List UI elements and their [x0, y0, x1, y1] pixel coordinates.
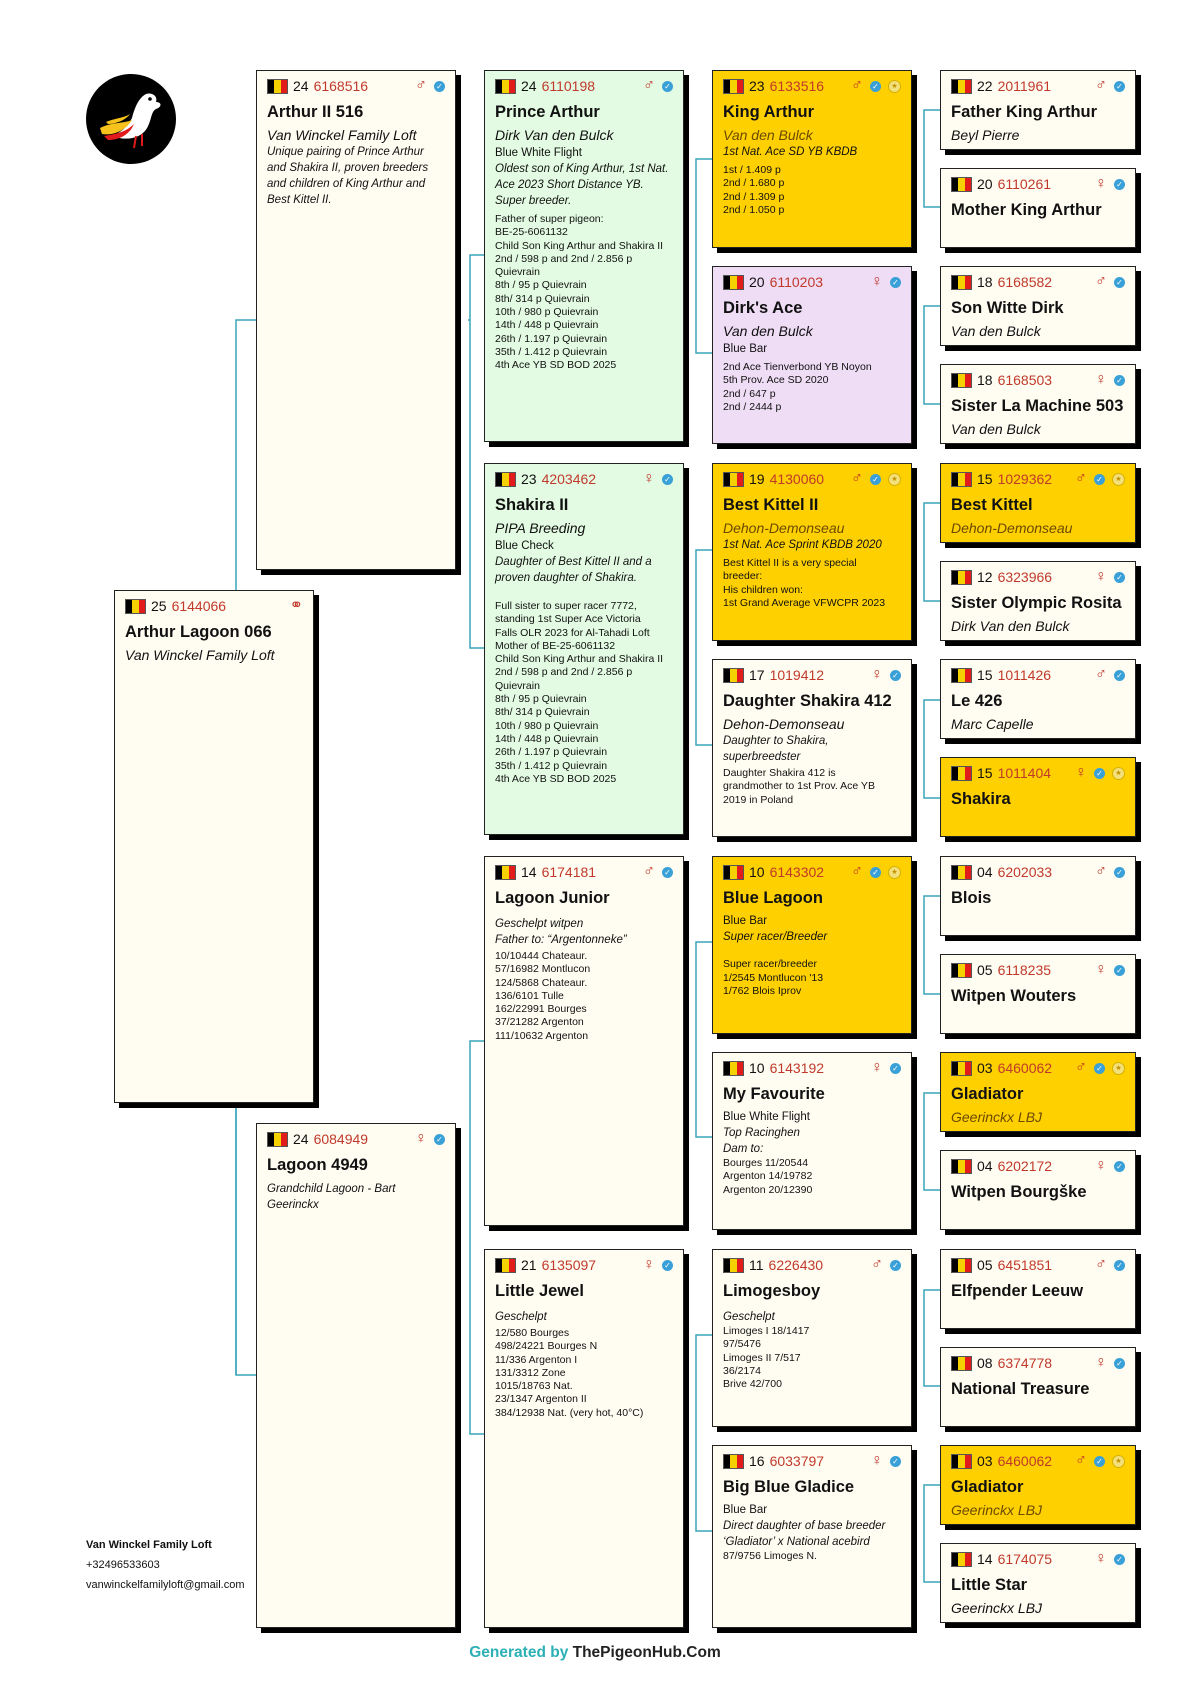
male-icon: ♂	[851, 77, 863, 94]
pigeon-logo-icon	[86, 74, 176, 164]
female-icon: ♀	[643, 470, 655, 487]
unknown-sex-icon: ⚭	[289, 597, 303, 614]
pigeon-card-sdsd[interactable]: 12 6323966 ♀ ✓ Sister Olympic Rosita Dirk Van den Bulck	[940, 561, 1136, 641]
male-icon: ♂	[415, 77, 427, 94]
pigeon-card-sd[interactable]: 23 4203462 ♀ ✓ Shakira II PIPA Breeding Blue Check Daughter of Best Kittel II and a proven daughter of Shakira. Full sister to super racer 7772, standing 1st Super Ace Victoria Falls OLR 2023 for Al-Tahadi Loft Mother of BE-25-6061132 Child Son King Arthur and Shakira II 2nd / 598 p and 2nd / 2.856 p Quievrain 8th / 95 p Quievrain 8th/ 314 p Quievrain 10th / 980 p Quievrain 14th / 448 p Quievrain 26th / 1.197 p Quievrain 35th / 1.412 p Quievrain 4th Ace YB SD BOD 2025	[484, 463, 684, 835]
belgium-flag-icon	[951, 373, 972, 388]
verified-icon: ✓	[1114, 1161, 1125, 1172]
site-link[interactable]: ThePigeonHub.Com	[572, 1644, 721, 1661]
male-icon: ♂	[1095, 77, 1107, 94]
male-icon: ♂	[643, 863, 655, 880]
star-icon: ★	[1112, 1455, 1125, 1468]
ring-number: 6144066	[171, 598, 227, 614]
verified-icon: ✓	[890, 1063, 901, 1074]
belgium-flag-icon	[951, 177, 972, 192]
pigeon-card-dddd[interactable]: 14 6174075 ♀ ✓ Little Star Geerinckx LBJ	[940, 1543, 1136, 1623]
pigeon-card-dss[interactable]: 10 6143302 ♂ ✓ ★ Blue Lagoon Blue Bar Super racer/Breeder Super racer/breeder 1/2545 Montlucon '13 1/762 Blois Iprov	[712, 856, 912, 1034]
male-icon: ♂	[1075, 1452, 1087, 1469]
male-icon: ♂	[851, 470, 863, 487]
belgium-flag-icon	[951, 79, 972, 94]
verified-icon: ✓	[434, 1134, 445, 1145]
pigeon-card-sddd[interactable]: 15 1011404 ♀ ✓ ★ Shakira	[940, 757, 1136, 837]
belgium-flag-icon	[951, 1061, 972, 1076]
female-icon: ♀	[1095, 961, 1107, 978]
belgium-flag-icon	[723, 865, 744, 880]
pigeon-card-ssds[interactable]: 18 6168582 ♂ ✓ Son Witte Dirk Van den Bulck	[940, 266, 1136, 346]
female-icon: ♀	[1095, 1354, 1107, 1371]
male-icon: ♂	[871, 1256, 883, 1273]
belgium-flag-icon	[951, 1258, 972, 1273]
pigeon-card-ddds[interactable]: 03 6460062 ♂ ✓ ★ Gladiator Geerinckx LBJ	[940, 1445, 1136, 1525]
belgium-flag-icon	[951, 1159, 972, 1174]
pigeon-card-ssdd[interactable]: 18 6168503 ♀ ✓ Sister La Machine 503 Van den Bulck	[940, 364, 1136, 444]
pigeon-card-dds[interactable]: 11 6226430 ♂ ✓ Limogesboy Geschelpt Limoges I 18/1417 97/5476 Limoges II 7/517 36/2174 Brive 42/700	[712, 1249, 912, 1427]
verified-icon: ✓	[1094, 1063, 1105, 1074]
verified-icon: ✓	[1114, 867, 1125, 878]
verified-icon: ✓	[1114, 277, 1125, 288]
breeder-name: Van Winckel Family Loft	[125, 647, 275, 663]
belgium-flag-icon	[951, 1356, 972, 1371]
verified-icon: ✓	[890, 277, 901, 288]
verified-icon: ✓	[870, 81, 881, 92]
star-icon: ★	[1112, 767, 1125, 780]
verified-icon: ✓	[1114, 179, 1125, 190]
pigeon-name: Arthur Lagoon 066	[125, 623, 272, 641]
generated-prefix: Generated by	[469, 1644, 573, 1661]
belgium-flag-icon	[723, 1061, 744, 1076]
belgium-flag-icon	[951, 1552, 972, 1567]
belgium-flag-icon	[723, 1454, 744, 1469]
verified-icon: ✓	[662, 474, 673, 485]
star-icon: ★	[888, 866, 901, 879]
belgium-flag-icon	[951, 472, 972, 487]
belgium-flag-icon	[951, 275, 972, 290]
male-icon: ♂	[1075, 470, 1087, 487]
belgium-flag-icon	[951, 668, 972, 683]
loft-name: Van Winckel Family Loft	[86, 1539, 212, 1551]
pigeon-card-sdss[interactable]: 15 1029362 ♂ ✓ ★ Best Kittel Dehon-Demonseau	[940, 463, 1136, 543]
belgium-flag-icon	[267, 79, 288, 94]
pigeon-card-dsss[interactable]: 04 6202033 ♂ ✓ Blois	[940, 856, 1136, 936]
pigeon-card-sss[interactable]: 23 6133516 ♂ ✓ ★ King Arthur Van den Bulck 1st Nat. Ace SD YB KBDB 1st / 1.409 p 2nd / 1.680 p 2nd / 1.309 p 2nd / 1.050 p	[712, 70, 912, 248]
star-icon: ★	[1112, 1062, 1125, 1075]
verified-icon: ✓	[434, 81, 445, 92]
verified-icon: ✓	[1114, 670, 1125, 681]
pigeon-card-dd[interactable]: 21 6135097 ♀ ✓ Little Jewel Geschelpt 12/580 Bourges 498/24221 Bourges N 11/336 Argenton I 131/3312 Zone 1015/18763 Nat. 23/1347 Argenton II 384/12938 Nat. (very hot, 40°C)	[484, 1249, 684, 1628]
pigeon-card-ssd[interactable]: 20 6110203 ♀ ✓ Dirk's Ace Van den Bulck Blue Bar 2nd Ace Tienverbond YB Noyon 5th Prov. Ace SD 2020 2nd / 647 p 2nd / 2444 p	[712, 266, 912, 444]
verified-icon: ✓	[1094, 474, 1105, 485]
verified-icon: ✓	[890, 670, 901, 681]
verified-icon: ✓	[1094, 768, 1105, 779]
star-icon: ★	[1112, 473, 1125, 486]
belgium-flag-icon	[951, 570, 972, 585]
pigeon-card-ss[interactable]: 24 6110198 ♂ ✓ Prince Arthur Dirk Van den Bulck Blue White Flight Oldest son of King Arthur, 1st Nat. Ace 2023 Short Distance YB. Super breeder. Father of super pigeon: BE-25-6061132 Child Son King Arthur and Shakira II 2nd / 598 p and 2nd / 2.856 p Quievrain 8th / 95 p Quievrain 8th/ 314 p Quievrain 10th / 980 p Quievrain 14th / 448 p Quievrain 26th / 1.197 p Quievrain 35th / 1.412 p Quievrain 4th Ace YB SD BOD 2025	[484, 70, 684, 442]
pigeon-card-subject[interactable]: 25 6144066 ⚭ Arthur Lagoon 066 Van Winckel Family Loft	[114, 590, 314, 1103]
male-icon: ♂	[643, 77, 655, 94]
belgium-flag-icon	[495, 79, 516, 94]
verified-icon: ✓	[662, 867, 673, 878]
pigeon-card-ddd[interactable]: 16 6033797 ♀ ✓ Big Blue Gladice Blue Bar Direct daughter of base breeder ‘Gladiator’ x National acebird 87/9756 Limoges N.	[712, 1445, 912, 1628]
male-icon: ♂	[1095, 273, 1107, 290]
contact-footer	[86, 1535, 245, 1595]
verified-icon: ✓	[890, 1456, 901, 1467]
belgium-flag-icon	[723, 668, 744, 683]
female-icon: ♀	[1095, 175, 1107, 192]
star-icon: ★	[888, 80, 901, 93]
verified-icon: ✓	[1114, 572, 1125, 583]
pigeon-card-dssd[interactable]: 05 6118235 ♀ ✓ Witpen Wouters	[940, 954, 1136, 1034]
female-icon: ♀	[1095, 1157, 1107, 1174]
pigeon-card-ddss[interactable]: 05 6451851 ♂ ✓ Elfpender Leeuw	[940, 1249, 1136, 1329]
verified-icon: ✓	[1114, 965, 1125, 976]
email-address[interactable]: vanwinckelfamilyloft@gmail.com	[86, 1579, 245, 1591]
verified-icon: ✓	[1114, 1358, 1125, 1369]
verified-icon: ✓	[1114, 81, 1125, 92]
belgium-flag-icon	[951, 766, 972, 781]
belgium-flag-icon	[723, 1258, 744, 1273]
pigeon-card-ds[interactable]: 14 6174181 ♂ ✓ Lagoon Junior Geschelpt witpen Father to: “Argentonneke” 10/10444 Chateaur. 57/16982 Montlucon 124/5868 Chateaur. 136/6101 Tulle 162/22991 Bourges 37/21282 Argenton 111/10632 Argenton	[484, 856, 684, 1226]
female-icon: ♀	[1095, 1550, 1107, 1567]
female-icon: ♀	[415, 1130, 427, 1147]
pigeon-card-sire[interactable]: 24 6168516 ♂ ✓ Arthur II 516 Van Winckel Family Loft Unique pairing of Prince Arthur and Shakira II, proven breeders and children of King Arthur and Best Kittel II.	[256, 70, 456, 570]
verified-icon: ✓	[1114, 1260, 1125, 1271]
belgium-flag-icon	[125, 599, 146, 614]
male-icon: ♂	[1075, 1059, 1087, 1076]
belgium-flag-icon	[267, 1132, 288, 1147]
pigeon-card-ssss[interactable]: 22 2011961 ♂ ✓ Father King Arthur Beyl Pierre	[940, 70, 1136, 150]
male-icon: ♂	[1095, 863, 1107, 880]
female-icon: ♀	[1095, 568, 1107, 585]
female-icon: ♀	[643, 1256, 655, 1273]
female-icon: ♀	[871, 273, 883, 290]
verified-icon: ✓	[870, 867, 881, 878]
verified-icon: ✓	[1114, 375, 1125, 386]
verified-icon: ✓	[890, 1260, 901, 1271]
loft-logo	[86, 74, 176, 164]
belgium-flag-icon	[723, 79, 744, 94]
pigeon-card-sds[interactable]: 19 4130060 ♂ ✓ ★ Best Kittel II Dehon-Demonseau 1st Nat. Ace Sprint KBDB 2020 Best Kittel II is a very special breeder: His children won: 1st Grand Average VFWCPR 2023	[712, 463, 912, 641]
female-icon: ♀	[1075, 764, 1087, 781]
pigeon-card-ddsd[interactable]: 08 6374778 ♀ ✓ National Treasure	[940, 1347, 1136, 1427]
pigeon-card-dam[interactable]: 24 6084949 ♀ ✓ Lagoon 4949 Grandchild Lagoon - Bart Geerinckx	[256, 1123, 456, 1628]
belgium-flag-icon	[723, 472, 744, 487]
male-icon: ♂	[851, 863, 863, 880]
pigeon-card-sdds[interactable]: 15 1011426 ♂ ✓ Le 426 Marc Capelle	[940, 659, 1136, 739]
female-icon: ♀	[1095, 371, 1107, 388]
belgium-flag-icon	[723, 275, 744, 290]
belgium-flag-icon	[495, 1258, 516, 1273]
pigeon-card-dsd[interactable]: 10 6143192 ♀ ✓ My Favourite Blue White Flight Top Racinghen Dam to: Bourges 11/20544 Argenton 14/19782 Argenton 20/12390	[712, 1052, 912, 1230]
pigeon-card-sssd[interactable]: 20 6110261 ♀ ✓ Mother King Arthur	[940, 168, 1136, 248]
pigeon-card-dsds[interactable]: 03 6460062 ♂ ✓ ★ Gladiator Geerinckx LBJ	[940, 1052, 1136, 1132]
belgium-flag-icon	[951, 1454, 972, 1469]
pigeon-card-dsdd[interactable]: 04 6202172 ♀ ✓ Witpen Bourgške	[940, 1150, 1136, 1230]
verified-icon: ✓	[1114, 1554, 1125, 1565]
pigeon-card-sdd[interactable]: 17 1019412 ♀ ✓ Daughter Shakira 412 Dehon-Demonseau Daughter to Shakira, superbreedster Daughter Shakira 412 is grandmother to 1st Prov. Ace YB 2019 in Poland	[712, 659, 912, 837]
verified-icon: ✓	[870, 474, 881, 485]
belgium-flag-icon	[951, 963, 972, 978]
male-icon: ♂	[1095, 1256, 1107, 1273]
star-icon: ★	[888, 473, 901, 486]
female-icon: ♀	[871, 666, 883, 683]
female-icon: ♀	[871, 1059, 883, 1076]
male-icon: ♂	[1095, 666, 1107, 683]
belgium-flag-icon	[495, 865, 516, 880]
generated-by	[0, 1644, 1190, 1662]
verified-icon: ✓	[662, 81, 673, 92]
verified-icon: ✓	[662, 1260, 673, 1271]
verified-icon: ✓	[1094, 1456, 1105, 1467]
phone-number[interactable]: +32496533603	[86, 1559, 160, 1571]
female-icon: ♀	[871, 1452, 883, 1469]
belgium-flag-icon	[495, 472, 516, 487]
belgium-flag-icon	[951, 865, 972, 880]
